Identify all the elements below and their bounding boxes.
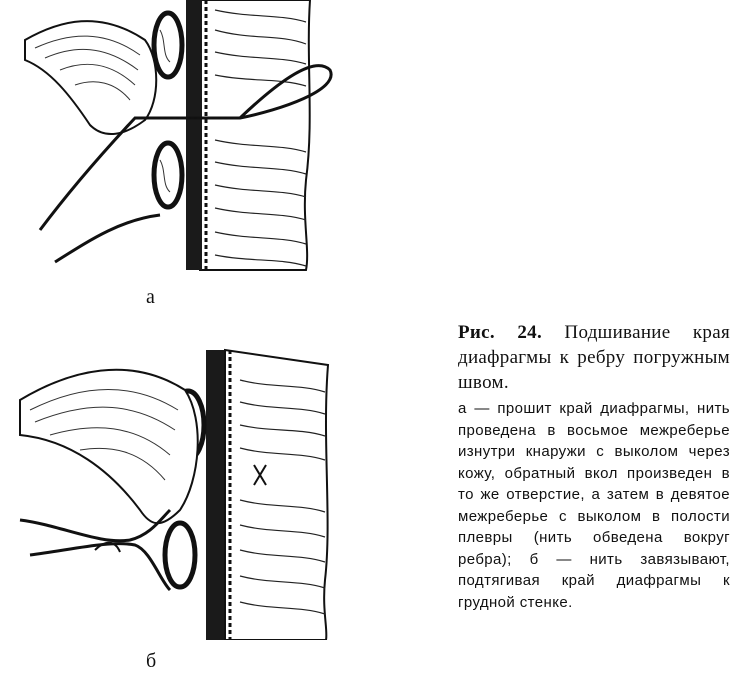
pleura-band (206, 350, 224, 640)
figure-label-a: а (146, 286, 155, 308)
rib-lower (154, 143, 182, 207)
caption-body: а — прошит край диафрагмы, нить проведена в восьмое межреберье изнутри кнаружи с выколом через кожу, обратный вкол произведен в то же отверстие, а затем в девятое межреберье с выколом в полости плевры (нить обведена вокруг ребра); б — нить завязывают, подтягивая край диафрагмы к грудной стенке. (458, 400, 730, 611)
chest-wall (225, 350, 328, 640)
rib-lower (165, 523, 195, 587)
figure-number: Рис. 24. (458, 322, 542, 343)
illustration-b (10, 340, 340, 640)
illustration-a (10, 0, 340, 275)
suture-drawing-b (10, 340, 340, 640)
figure-caption (458, 320, 730, 613)
caption-title: Подшивание края диафрагмы к ребру погружным швом. (458, 322, 730, 393)
figure-label-b: б (146, 650, 157, 672)
pleura-band (186, 0, 202, 270)
rib-upper (154, 13, 182, 77)
caption-title-block (458, 320, 730, 395)
diaphragm-flap (20, 370, 198, 523)
suture-drawing-a (10, 0, 340, 275)
